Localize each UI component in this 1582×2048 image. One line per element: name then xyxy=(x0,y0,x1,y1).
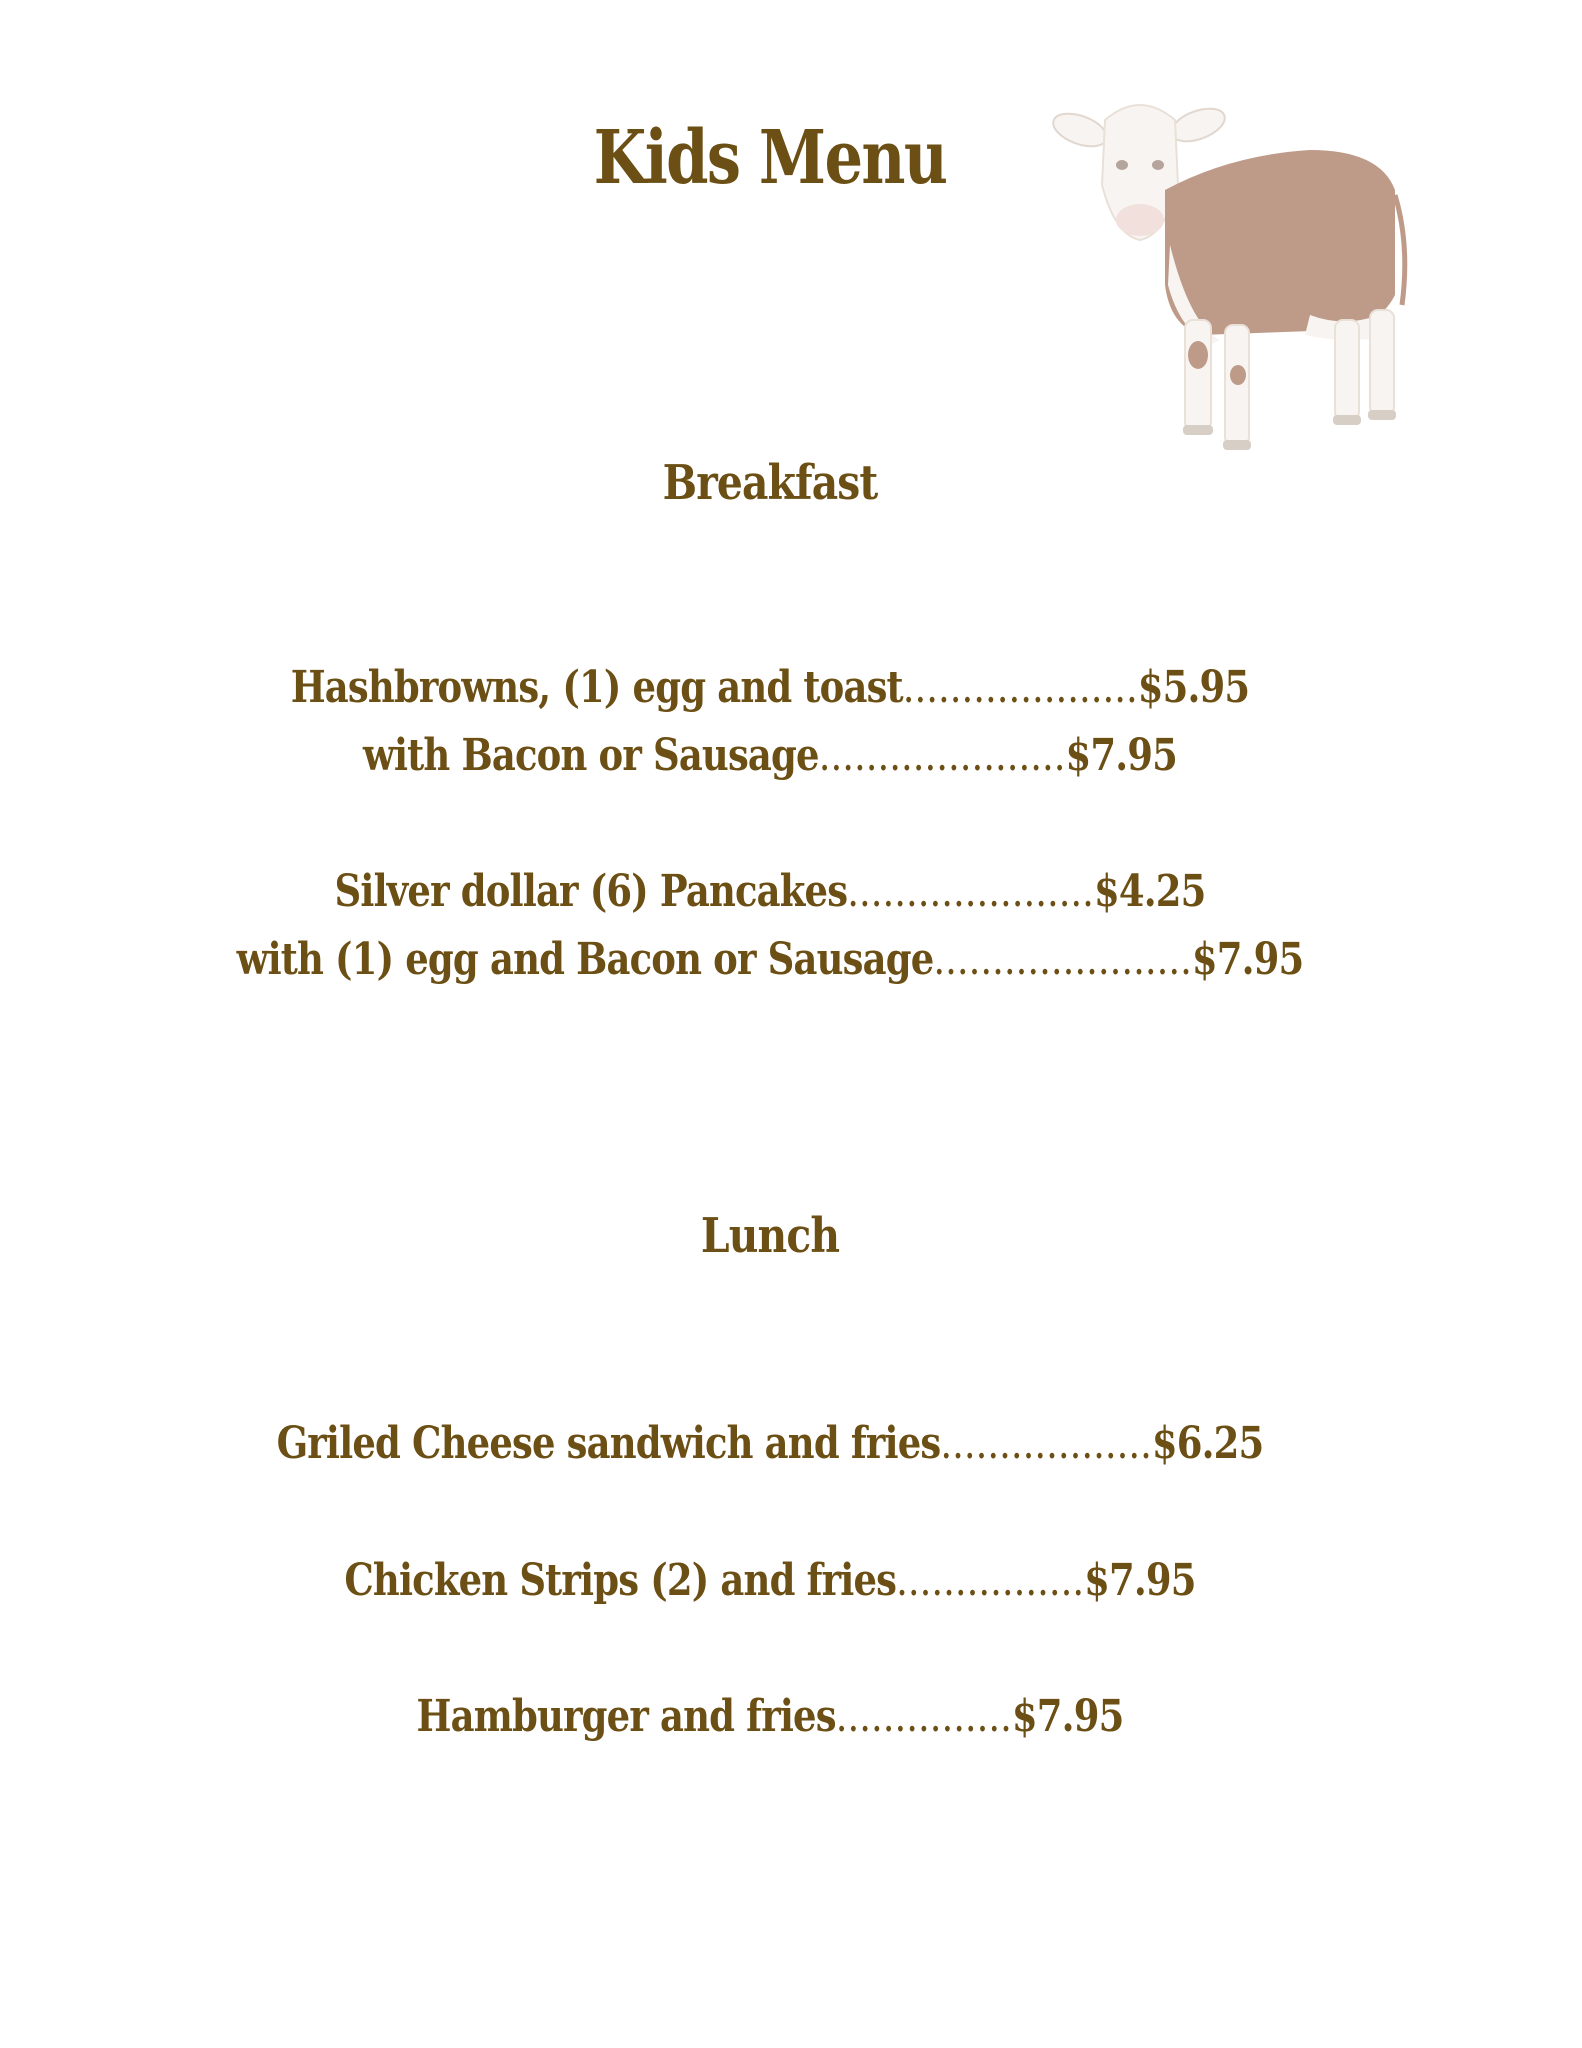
leader-dots: .................. xyxy=(940,1418,1152,1469)
menu-item-price: $4.25 xyxy=(1093,866,1206,917)
menu-item xyxy=(123,1691,1417,1742)
menu-item-price: $5.95 xyxy=(1137,662,1250,713)
section-heading-breakfast: Breakfast xyxy=(662,455,878,511)
menu-item xyxy=(123,866,1417,917)
menu-item-price: $7.95 xyxy=(1011,1691,1124,1742)
leader-dots: ............... xyxy=(835,1691,1012,1742)
leader-dots: ...................... xyxy=(933,934,1192,985)
calf-illustration xyxy=(1050,95,1430,465)
menu-item-price: $6.25 xyxy=(1151,1418,1264,1469)
menu-item xyxy=(123,1555,1417,1606)
menu-item xyxy=(123,1418,1417,1469)
menu-item-label: Griled Cheese sandwich and fries xyxy=(276,1418,941,1469)
menu-item-price: $7.95 xyxy=(1084,1555,1196,1606)
section-heading-lunch: Lunch xyxy=(700,1208,840,1264)
leader-dots: .................... xyxy=(902,662,1138,713)
menu-item-label: Hashbrowns, (1) egg and toast xyxy=(290,662,903,713)
menu-item-price: $7.95 xyxy=(1065,730,1177,781)
menu-item xyxy=(123,662,1417,713)
menu-item xyxy=(123,934,1417,985)
menu-item-label: Silver dollar (6) Pancakes xyxy=(334,866,848,917)
leader-dots: ..................... xyxy=(847,866,1094,917)
menu-item-label: Hamburger and fries xyxy=(416,1691,836,1742)
menu-item-label: with Bacon or Sausage xyxy=(362,730,819,781)
menu-item-price: $7.95 xyxy=(1191,934,1304,985)
leader-dots: ................ xyxy=(896,1555,1085,1606)
menu-item-label: with (1) egg and Bacon or Sausage xyxy=(236,934,934,985)
menu-item xyxy=(123,730,1417,781)
page-title: Kids Menu xyxy=(593,115,947,201)
leader-dots: ..................... xyxy=(818,730,1066,781)
menu-item-label: Chicken Strips (2) and fries xyxy=(344,1555,897,1606)
